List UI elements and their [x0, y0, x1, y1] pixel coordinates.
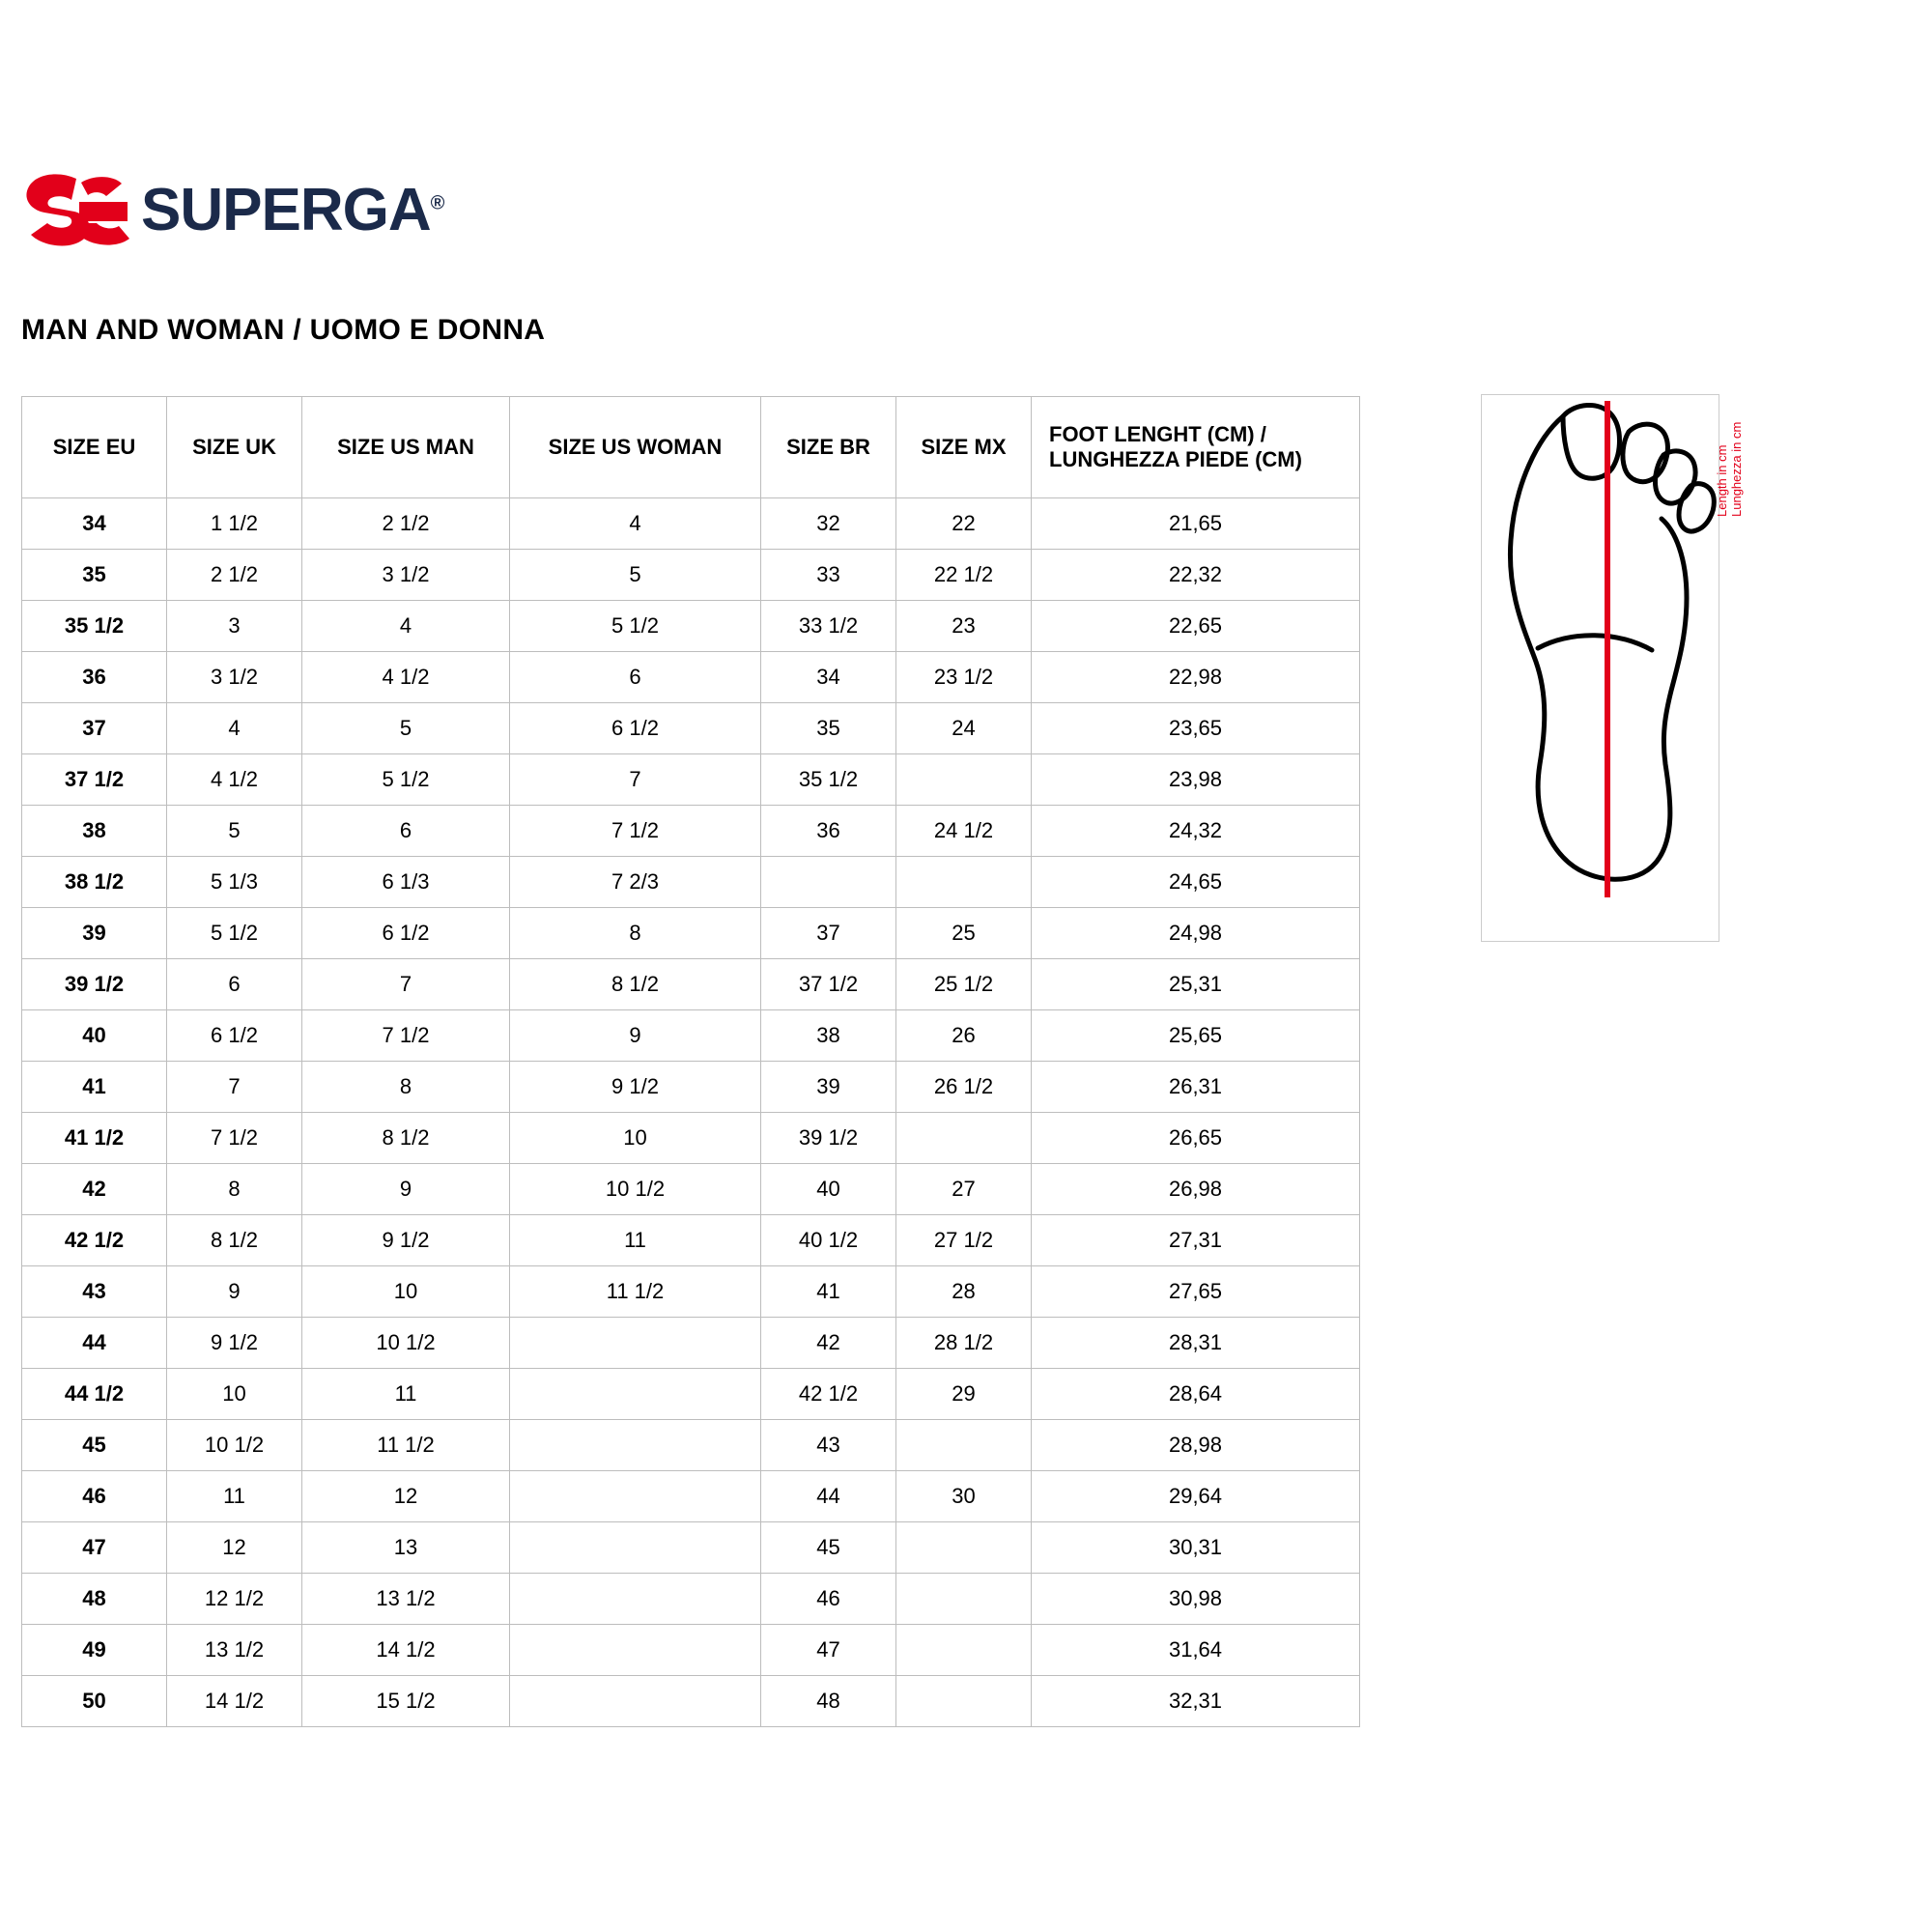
cell-size-us-man: 11 1/2: [302, 1420, 510, 1471]
cell-size-br: 35: [761, 703, 896, 754]
cell-size-uk: 12: [167, 1522, 302, 1574]
cell-size-uk: 5 1/2: [167, 908, 302, 959]
cell-size-us-woman: 6: [510, 652, 761, 703]
cell-foot-length: 32,31: [1032, 1676, 1360, 1727]
cell-size-br: 33 1/2: [761, 601, 896, 652]
cell-size-mx: [896, 857, 1032, 908]
cell-size-mx: [896, 1420, 1032, 1471]
cell-size-uk: 5: [167, 806, 302, 857]
cell-foot-length: 28,31: [1032, 1318, 1360, 1369]
cell-size-br: 48: [761, 1676, 896, 1727]
cell-size-eu: 42 1/2: [22, 1215, 167, 1266]
table-row: [22, 1062, 1360, 1113]
table-row: [22, 1010, 1360, 1062]
cell-size-us-man: 10: [302, 1266, 510, 1318]
cell-size-mx: 28 1/2: [896, 1318, 1032, 1369]
cell-size-eu: 41 1/2: [22, 1113, 167, 1164]
cell-size-eu: 40: [22, 1010, 167, 1062]
cell-foot-length: 27,31: [1032, 1215, 1360, 1266]
cell-size-us-woman: 9: [510, 1010, 761, 1062]
cell-size-us-woman: 11: [510, 1215, 761, 1266]
cell-size-us-man: 14 1/2: [302, 1625, 510, 1676]
cell-foot-length: 29,64: [1032, 1471, 1360, 1522]
table-row: [22, 1164, 1360, 1215]
cell-size-us-woman: 10 1/2: [510, 1164, 761, 1215]
cell-size-mx: [896, 1113, 1032, 1164]
table-row: [22, 1215, 1360, 1266]
cell-foot-length: 27,65: [1032, 1266, 1360, 1318]
cell-size-br: 35 1/2: [761, 754, 896, 806]
cell-foot-length: 21,65: [1032, 498, 1360, 550]
table-row: [22, 959, 1360, 1010]
cell-size-us-man: 13 1/2: [302, 1574, 510, 1625]
column-header-size-mx: SIZE MX: [896, 397, 1032, 498]
cell-size-br: 42 1/2: [761, 1369, 896, 1420]
cell-size-us-woman: [510, 1471, 761, 1522]
cell-size-eu: 35: [22, 550, 167, 601]
table-row: [22, 1369, 1360, 1420]
foot-length-header-line-2: LUNGHEZZA PIEDE (CM): [1049, 447, 1302, 471]
cell-foot-length: 25,65: [1032, 1010, 1360, 1062]
cell-size-uk: 11: [167, 1471, 302, 1522]
cell-size-uk: 9: [167, 1266, 302, 1318]
cell-size-eu: 38: [22, 806, 167, 857]
cell-size-us-woman: 10: [510, 1113, 761, 1164]
cell-size-us-man: 4 1/2: [302, 652, 510, 703]
table-row: [22, 1625, 1360, 1676]
cell-size-br: 34: [761, 652, 896, 703]
cell-size-uk: 6: [167, 959, 302, 1010]
cell-size-mx: 30: [896, 1471, 1032, 1522]
cell-size-eu: 50: [22, 1676, 167, 1727]
cell-size-br: 42: [761, 1318, 896, 1369]
cell-size-us-woman: 4: [510, 498, 761, 550]
cell-size-br: 40: [761, 1164, 896, 1215]
cell-size-uk: 3 1/2: [167, 652, 302, 703]
cell-size-br: 44: [761, 1471, 896, 1522]
cell-size-eu: 39 1/2: [22, 959, 167, 1010]
cell-foot-length: 26,98: [1032, 1164, 1360, 1215]
cell-size-br: 46: [761, 1574, 896, 1625]
foot-outline-icon: [1482, 395, 1719, 941]
cell-size-uk: 4: [167, 703, 302, 754]
measure-label-line-1: Length in cm: [1715, 444, 1729, 517]
cell-size-mx: 25: [896, 908, 1032, 959]
cell-size-uk: 9 1/2: [167, 1318, 302, 1369]
cell-size-us-man: 8: [302, 1062, 510, 1113]
cell-size-us-man: 12: [302, 1471, 510, 1522]
cell-size-mx: 22 1/2: [896, 550, 1032, 601]
cell-size-us-woman: [510, 1625, 761, 1676]
cell-size-br: 39: [761, 1062, 896, 1113]
cell-size-us-man: 15 1/2: [302, 1676, 510, 1727]
cell-size-us-man: 9 1/2: [302, 1215, 510, 1266]
table-row: [22, 1318, 1360, 1369]
foot-measurement-diagram: [1481, 394, 1744, 942]
table-row: [22, 1266, 1360, 1318]
cell-size-eu: 43: [22, 1266, 167, 1318]
cell-foot-length: 25,31: [1032, 959, 1360, 1010]
cell-size-br: 37: [761, 908, 896, 959]
cell-size-eu: 36: [22, 652, 167, 703]
cell-foot-length: 30,31: [1032, 1522, 1360, 1574]
column-header-size-us-woman: SIZE US WOMAN: [510, 397, 761, 498]
cell-size-eu: 45: [22, 1420, 167, 1471]
cell-size-uk: 8 1/2: [167, 1215, 302, 1266]
column-header-size-us-man: SIZE US MAN: [302, 397, 510, 498]
table-row: [22, 1676, 1360, 1727]
cell-size-eu: 44: [22, 1318, 167, 1369]
cell-size-mx: [896, 1574, 1032, 1625]
table-row: [22, 601, 1360, 652]
table-row: [22, 652, 1360, 703]
cell-size-us-woman: 8 1/2: [510, 959, 761, 1010]
cell-size-br: 38: [761, 1010, 896, 1062]
cell-size-mx: [896, 1625, 1032, 1676]
cell-foot-length: 22,98: [1032, 652, 1360, 703]
cell-foot-length: 30,98: [1032, 1574, 1360, 1625]
cell-size-uk: 1 1/2: [167, 498, 302, 550]
cell-foot-length: 22,32: [1032, 550, 1360, 601]
cell-size-mx: 26 1/2: [896, 1062, 1032, 1113]
column-header-size-br: SIZE BR: [761, 397, 896, 498]
table-row: [22, 1471, 1360, 1522]
cell-size-eu: 47: [22, 1522, 167, 1574]
cell-size-us-woman: 11 1/2: [510, 1266, 761, 1318]
cell-size-us-man: 6 1/2: [302, 908, 510, 959]
cell-size-us-woman: [510, 1318, 761, 1369]
cell-size-us-woman: [510, 1420, 761, 1471]
table-header: [22, 397, 1360, 498]
table-row: [22, 908, 1360, 959]
cell-size-us-man: 4: [302, 601, 510, 652]
cell-foot-length: 24,65: [1032, 857, 1360, 908]
cell-size-us-woman: [510, 1574, 761, 1625]
cell-size-us-woman: 5 1/2: [510, 601, 761, 652]
cell-size-mx: 29: [896, 1369, 1032, 1420]
measure-label: [1715, 401, 1831, 517]
cell-size-mx: [896, 754, 1032, 806]
cell-size-uk: 8: [167, 1164, 302, 1215]
cell-size-us-man: 2 1/2: [302, 498, 510, 550]
cell-size-eu: 38 1/2: [22, 857, 167, 908]
cell-size-br: 43: [761, 1420, 896, 1471]
cell-size-eu: 41: [22, 1062, 167, 1113]
cell-size-us-man: 7: [302, 959, 510, 1010]
cell-size-br: 47: [761, 1625, 896, 1676]
cell-size-uk: 10 1/2: [167, 1420, 302, 1471]
cell-size-us-woman: 6 1/2: [510, 703, 761, 754]
cell-size-us-man: 6 1/3: [302, 857, 510, 908]
cell-size-br: 33: [761, 550, 896, 601]
cell-size-uk: 7: [167, 1062, 302, 1113]
cell-size-us-man: 8 1/2: [302, 1113, 510, 1164]
cell-size-mx: [896, 1676, 1032, 1727]
cell-size-br: 40 1/2: [761, 1215, 896, 1266]
cell-foot-length: 22,65: [1032, 601, 1360, 652]
table-body: [22, 498, 1360, 1727]
cell-size-us-man: 7 1/2: [302, 1010, 510, 1062]
brand-logo: [21, 172, 443, 249]
cell-size-mx: 23 1/2: [896, 652, 1032, 703]
table-row: [22, 1522, 1360, 1574]
cell-size-uk: 4 1/2: [167, 754, 302, 806]
cell-foot-length: 28,64: [1032, 1369, 1360, 1420]
column-header-size-eu: SIZE EU: [22, 397, 167, 498]
cell-size-mx: 22: [896, 498, 1032, 550]
cell-size-us-man: 9: [302, 1164, 510, 1215]
table-header-row: [22, 397, 1360, 498]
table-row: [22, 550, 1360, 601]
cell-size-mx: 25 1/2: [896, 959, 1032, 1010]
cell-size-us-man: 13: [302, 1522, 510, 1574]
cell-size-us-woman: 7: [510, 754, 761, 806]
cell-foot-length: 26,31: [1032, 1062, 1360, 1113]
cell-size-br: [761, 857, 896, 908]
cell-foot-length: 31,64: [1032, 1625, 1360, 1676]
cell-size-us-man: 6: [302, 806, 510, 857]
cell-size-us-woman: 8: [510, 908, 761, 959]
table-row: [22, 1113, 1360, 1164]
cell-size-eu: 42: [22, 1164, 167, 1215]
cell-size-uk: 3: [167, 601, 302, 652]
cell-size-eu: 37: [22, 703, 167, 754]
cell-size-br: 32: [761, 498, 896, 550]
cell-foot-length: 26,65: [1032, 1113, 1360, 1164]
cell-size-us-man: 3 1/2: [302, 550, 510, 601]
cell-size-mx: 26: [896, 1010, 1032, 1062]
cell-size-us-woman: 9 1/2: [510, 1062, 761, 1113]
cell-size-eu: 49: [22, 1625, 167, 1676]
cell-size-br: 39 1/2: [761, 1113, 896, 1164]
cell-size-mx: 24: [896, 703, 1032, 754]
cell-size-br: 41: [761, 1266, 896, 1318]
table-row: [22, 754, 1360, 806]
measure-label-line-2: Lunghezza in cm: [1729, 421, 1744, 517]
table-row: [22, 1420, 1360, 1471]
cell-size-eu: 35 1/2: [22, 601, 167, 652]
cell-size-uk: 7 1/2: [167, 1113, 302, 1164]
cell-size-uk: 10: [167, 1369, 302, 1420]
column-header-foot-length: [1032, 397, 1360, 498]
cell-size-eu: 46: [22, 1471, 167, 1522]
table-row: [22, 806, 1360, 857]
cell-size-us-man: 10 1/2: [302, 1318, 510, 1369]
cell-size-us-man: 11: [302, 1369, 510, 1420]
cell-size-us-woman: 7 1/2: [510, 806, 761, 857]
registered-trademark-icon: ®: [430, 192, 444, 214]
cell-size-mx: 23: [896, 601, 1032, 652]
page-title: MAN AND WOMAN / UOMO E DONNA: [21, 314, 546, 346]
cell-foot-length: 28,98: [1032, 1420, 1360, 1471]
cell-size-us-woman: [510, 1369, 761, 1420]
cell-size-us-man: 5: [302, 703, 510, 754]
cell-size-uk: 12 1/2: [167, 1574, 302, 1625]
cell-size-mx: 24 1/2: [896, 806, 1032, 857]
table-row: [22, 498, 1360, 550]
cell-size-us-woman: 5: [510, 550, 761, 601]
cell-size-us-man: 5 1/2: [302, 754, 510, 806]
cell-size-br: 36: [761, 806, 896, 857]
cell-size-uk: 2 1/2: [167, 550, 302, 601]
cell-foot-length: 23,65: [1032, 703, 1360, 754]
table-row: [22, 703, 1360, 754]
column-header-size-uk: SIZE UK: [167, 397, 302, 498]
cell-size-us-woman: [510, 1676, 761, 1727]
cell-size-eu: 39: [22, 908, 167, 959]
cell-size-eu: 48: [22, 1574, 167, 1625]
cell-size-us-woman: [510, 1522, 761, 1574]
cell-foot-length: 24,32: [1032, 806, 1360, 857]
cell-size-br: 37 1/2: [761, 959, 896, 1010]
cell-foot-length: 24,98: [1032, 908, 1360, 959]
cell-foot-length: 23,98: [1032, 754, 1360, 806]
foot-length-header-line-1: FOOT LENGHT (CM) /: [1049, 422, 1266, 446]
cell-size-mx: 28: [896, 1266, 1032, 1318]
cell-size-uk: 13 1/2: [167, 1625, 302, 1676]
brand-wordmark: SUPERGA®: [141, 177, 444, 243]
table-row: [22, 857, 1360, 908]
cell-size-eu: 37 1/2: [22, 754, 167, 806]
size-conversion-table: [21, 396, 1360, 1727]
cell-size-uk: 6 1/2: [167, 1010, 302, 1062]
superga-s-logo-icon: [21, 173, 135, 248]
cell-size-mx: 27: [896, 1164, 1032, 1215]
cell-size-br: 45: [761, 1522, 896, 1574]
cell-size-eu: 34: [22, 498, 167, 550]
cell-size-mx: [896, 1522, 1032, 1574]
table-row: [22, 1574, 1360, 1625]
cell-size-uk: 5 1/3: [167, 857, 302, 908]
cell-size-eu: 44 1/2: [22, 1369, 167, 1420]
cell-size-us-woman: 7 2/3: [510, 857, 761, 908]
cell-size-uk: 14 1/2: [167, 1676, 302, 1727]
cell-size-mx: 27 1/2: [896, 1215, 1032, 1266]
